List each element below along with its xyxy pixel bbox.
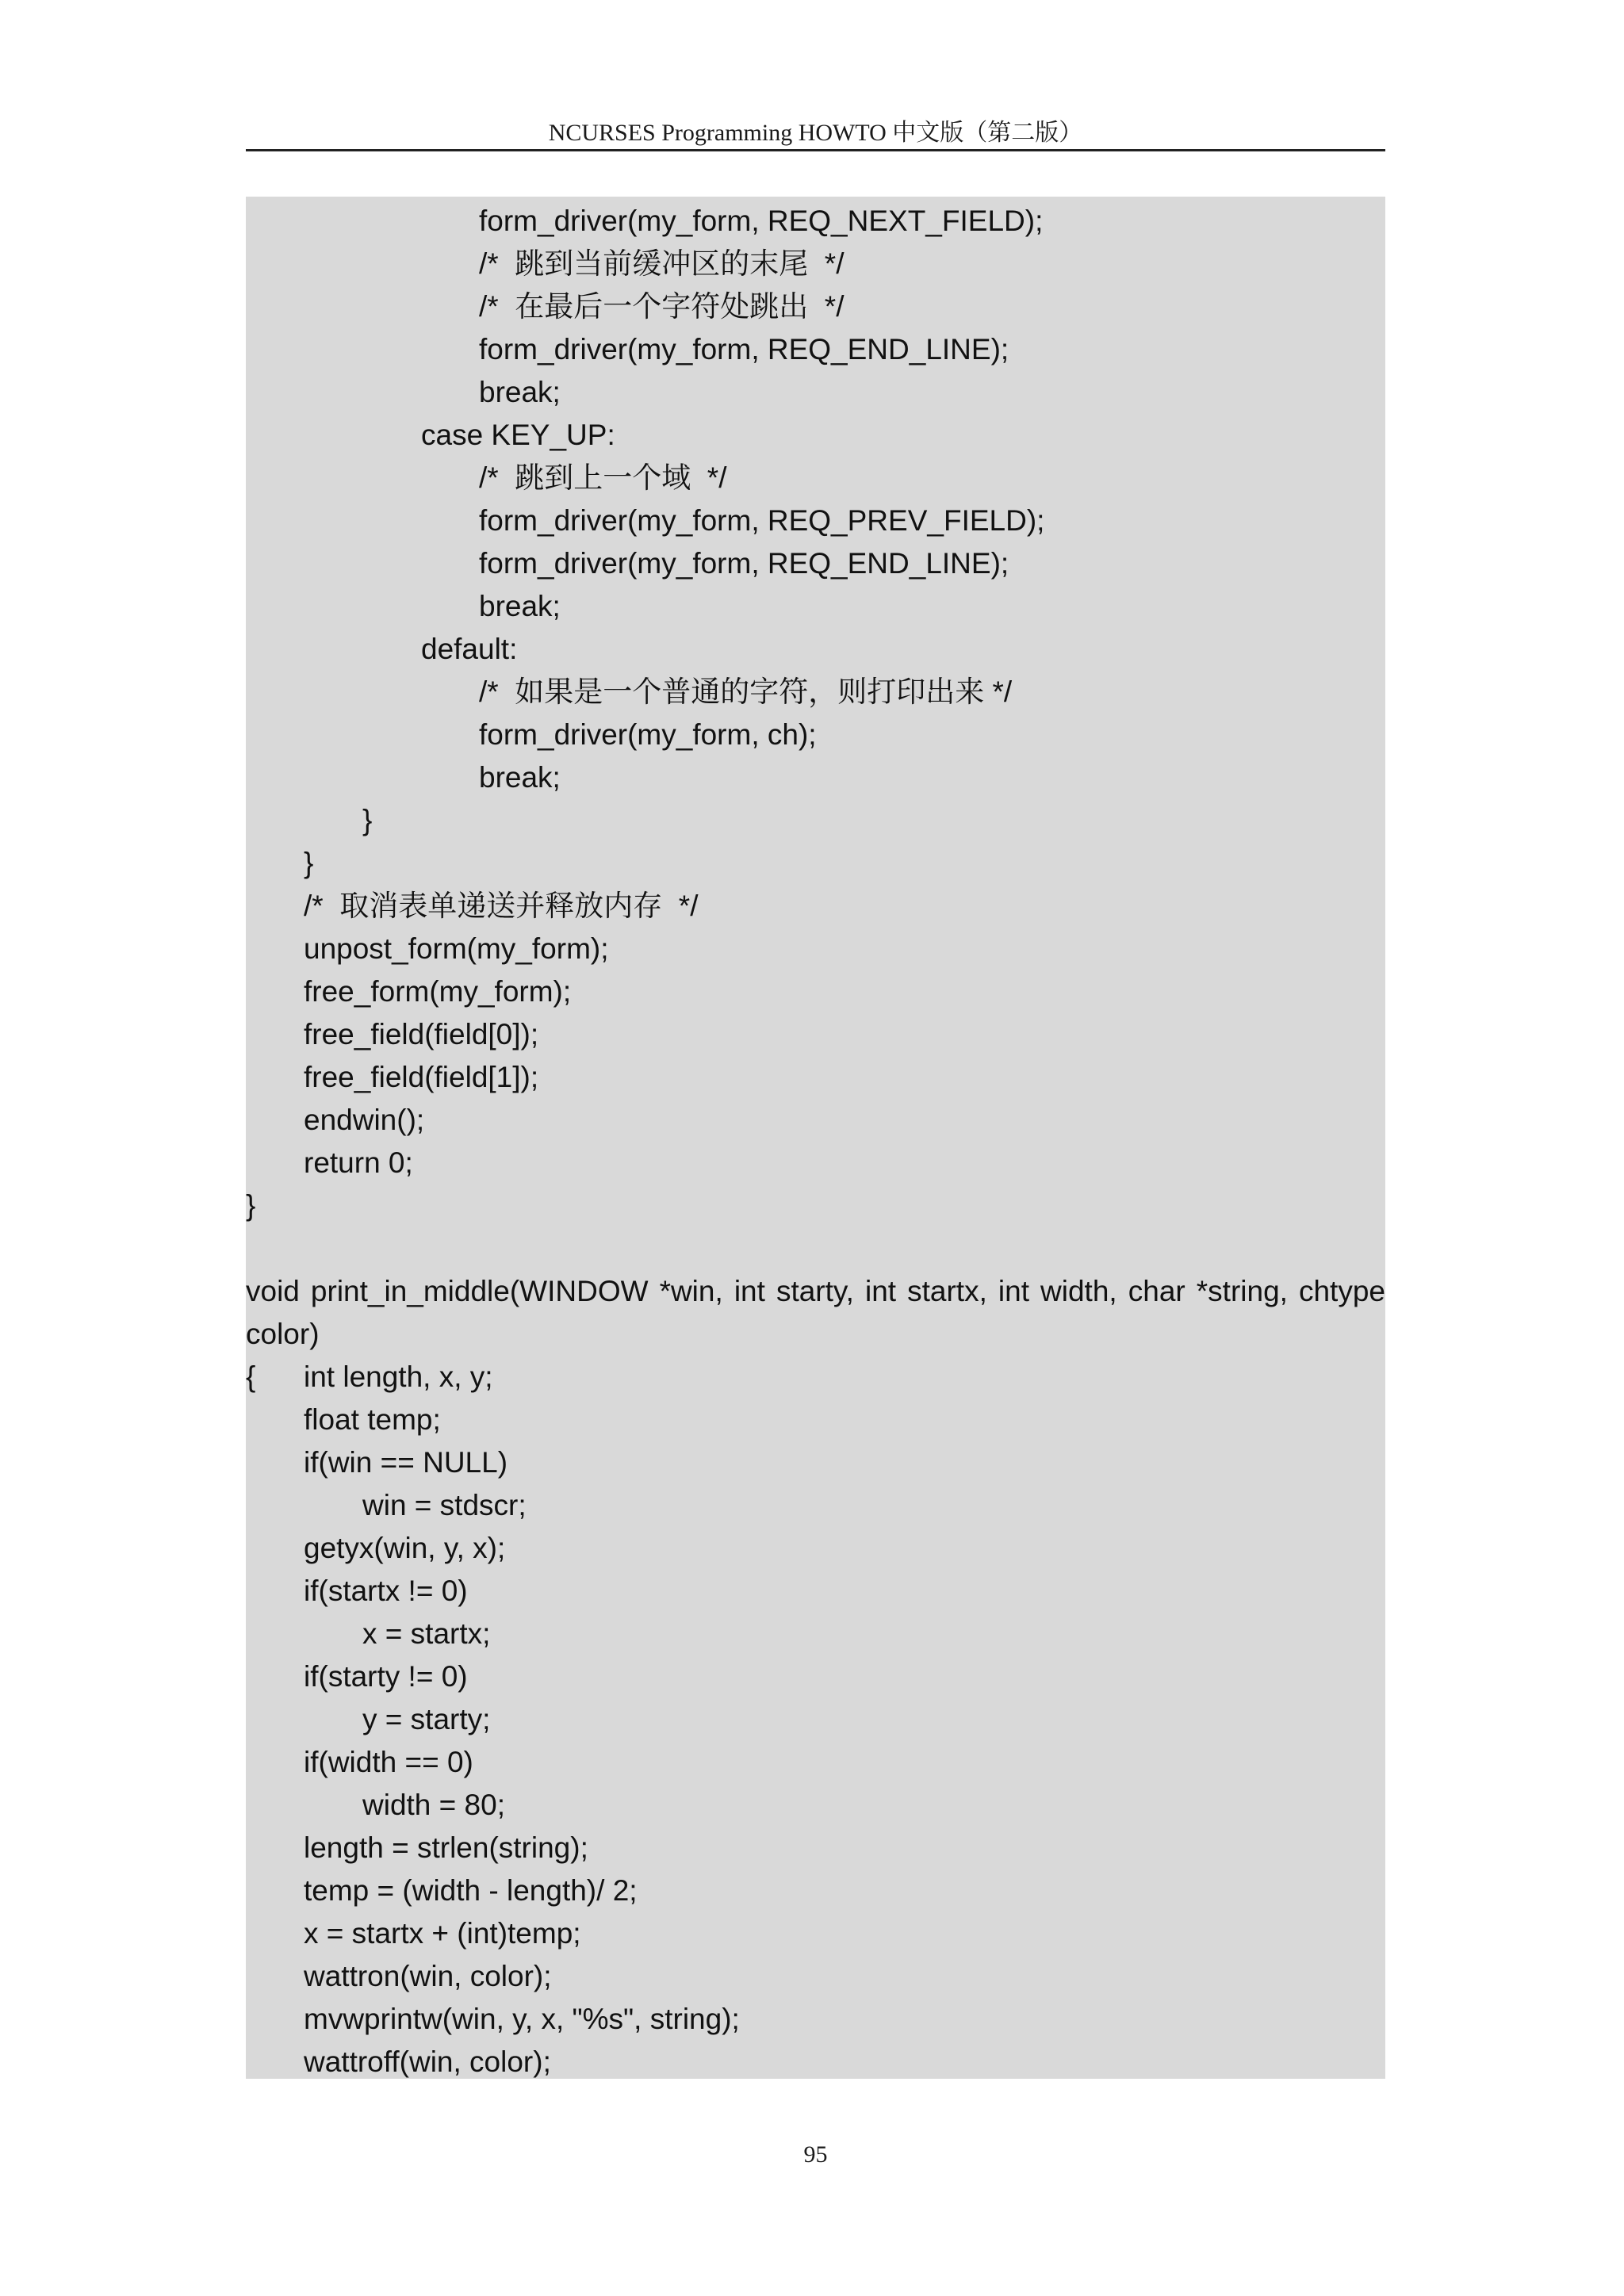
code-line: if(win == NULL) <box>304 1446 508 1479</box>
code-line: unpost_form(my_form); <box>304 932 609 965</box>
code-line: wattron(win, color); <box>304 1960 552 1992</box>
code-line: mvwprintw(win, y, x, "%s", string); <box>304 2003 740 2035</box>
code-line: if(startx != 0) <box>304 1575 468 1607</box>
code-line: free_field(field[1]); <box>304 1061 539 1093</box>
code-line: if(width == 0) <box>304 1746 473 1778</box>
code-line: form_driver(my_form, REQ_NEXT_FIELD); <box>479 205 1044 237</box>
code-line: return 0; <box>304 1146 413 1179</box>
code-comment: /* 取消表单递送并释放内存 */ <box>304 890 699 922</box>
code-line: form_driver(my_form, REQ_PREV_FIELD); <box>479 504 1045 537</box>
code-line: { <box>246 1360 256 1393</box>
code-line: } <box>362 804 373 836</box>
code-line: form_driver(my_form, REQ_END_LINE); <box>479 547 1009 580</box>
code-line: temp = (width - length)/ 2; <box>304 1874 638 1907</box>
code-line: length = strlen(string); <box>304 1831 588 1864</box>
code-line: getyx(win, y, x); <box>304 1532 506 1564</box>
function-signature-continuation: color) <box>246 1318 320 1350</box>
function-signature: void print_in_middle(WINDOW *win, int starty, int startx, int width, char *string, chtype <box>246 1275 1385 1307</box>
code-line: break; <box>479 761 561 794</box>
code-listing <box>246 197 1385 2079</box>
code-line: int length, x, y; <box>304 1360 493 1393</box>
code-line: free_form(my_form); <box>304 975 572 1008</box>
code-comment: /* 跳到上一个域 */ <box>479 461 727 494</box>
code-line: y = starty; <box>362 1703 491 1735</box>
code-line: break; <box>479 376 561 408</box>
code-line: } <box>246 1189 256 1222</box>
running-header: NCURSES Programming HOWTO 中文版（第二版） <box>548 120 1083 146</box>
code-line: endwin(); <box>304 1104 425 1136</box>
code-line: x = startx + (int)temp; <box>304 1917 581 1950</box>
code-line: if(starty != 0) <box>304 1660 468 1693</box>
code-comment: /* 跳到当前缓冲区的末尾 */ <box>479 247 845 280</box>
code-line: wattroff(win, color); <box>304 2045 551 2078</box>
code-comment: /* 在最后一个字符处跳出 */ <box>479 290 845 323</box>
code-comment: /* 如果是一个普通的字符，则打印出来 */ <box>479 675 1013 708</box>
code-line: case KEY_UP: <box>421 419 615 451</box>
code-line: x = startx; <box>362 1617 491 1650</box>
code-line: } <box>304 847 314 879</box>
code-line: default: <box>421 633 518 665</box>
code-line: float temp; <box>304 1403 441 1436</box>
code-line: form_driver(my_form, REQ_END_LINE); <box>479 333 1009 365</box>
code-line: win = stdscr; <box>362 1489 527 1521</box>
code-line: break; <box>479 590 561 622</box>
code-line: form_driver(my_form, ch); <box>479 718 817 751</box>
code-line: free_field(field[0]); <box>304 1018 539 1050</box>
code-line: width = 80; <box>362 1789 505 1821</box>
page-number: 95 <box>803 2141 828 2168</box>
header-rule <box>246 149 1385 151</box>
